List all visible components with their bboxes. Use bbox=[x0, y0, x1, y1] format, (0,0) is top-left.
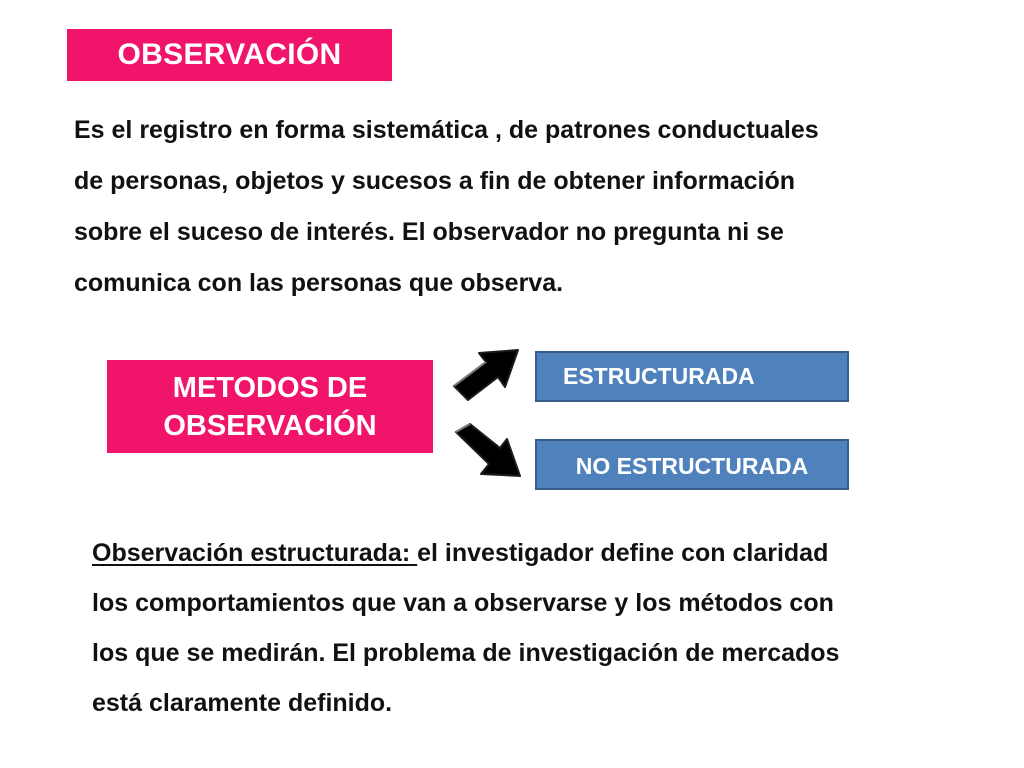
arrow-to-unstructured-shape bbox=[456, 424, 520, 476]
definition-line: Es el registro en forma sistemática , de patrones conductuales bbox=[74, 116, 819, 144]
definition-line: de personas, objetos y sucesos a fin de obtener información bbox=[74, 167, 796, 195]
structured-note-term: Observación estructurada: bbox=[92, 539, 418, 567]
structured-note-line: está claramente definido. bbox=[92, 689, 393, 717]
option-unstructured: NO ESTRUCTURADA bbox=[535, 439, 849, 490]
structured-note-paragraph bbox=[92, 528, 839, 728]
definition-paragraph bbox=[74, 105, 819, 309]
arrow-to-structured-shape bbox=[454, 350, 518, 400]
definition-line: sobre el suceso de interés. El observador no pregunta ni se bbox=[74, 218, 784, 246]
structured-note-line bbox=[92, 528, 839, 578]
option-structured: ESTRUCTURADA bbox=[535, 351, 849, 402]
structured-note-line-1-rest: el investigador define con claridad bbox=[417, 539, 829, 567]
structured-note-line: los que se medirán. El problema de investigación de mercados bbox=[92, 639, 840, 667]
structured-note-line: los comportamientos que van a observarse y los métodos con bbox=[92, 589, 834, 617]
methods-box bbox=[107, 360, 433, 453]
slide-title: OBSERVACIÓN bbox=[67, 29, 392, 81]
definition-line: comunica con las personas que observa. bbox=[74, 269, 564, 297]
bent-arrow-down-right-icon bbox=[448, 418, 528, 484]
methods-label-line-2: OBSERVACIÓN bbox=[163, 409, 377, 442]
bent-arrow-up-right-icon bbox=[448, 344, 528, 408]
methods-label-line-1: METODOS DE bbox=[172, 371, 368, 404]
